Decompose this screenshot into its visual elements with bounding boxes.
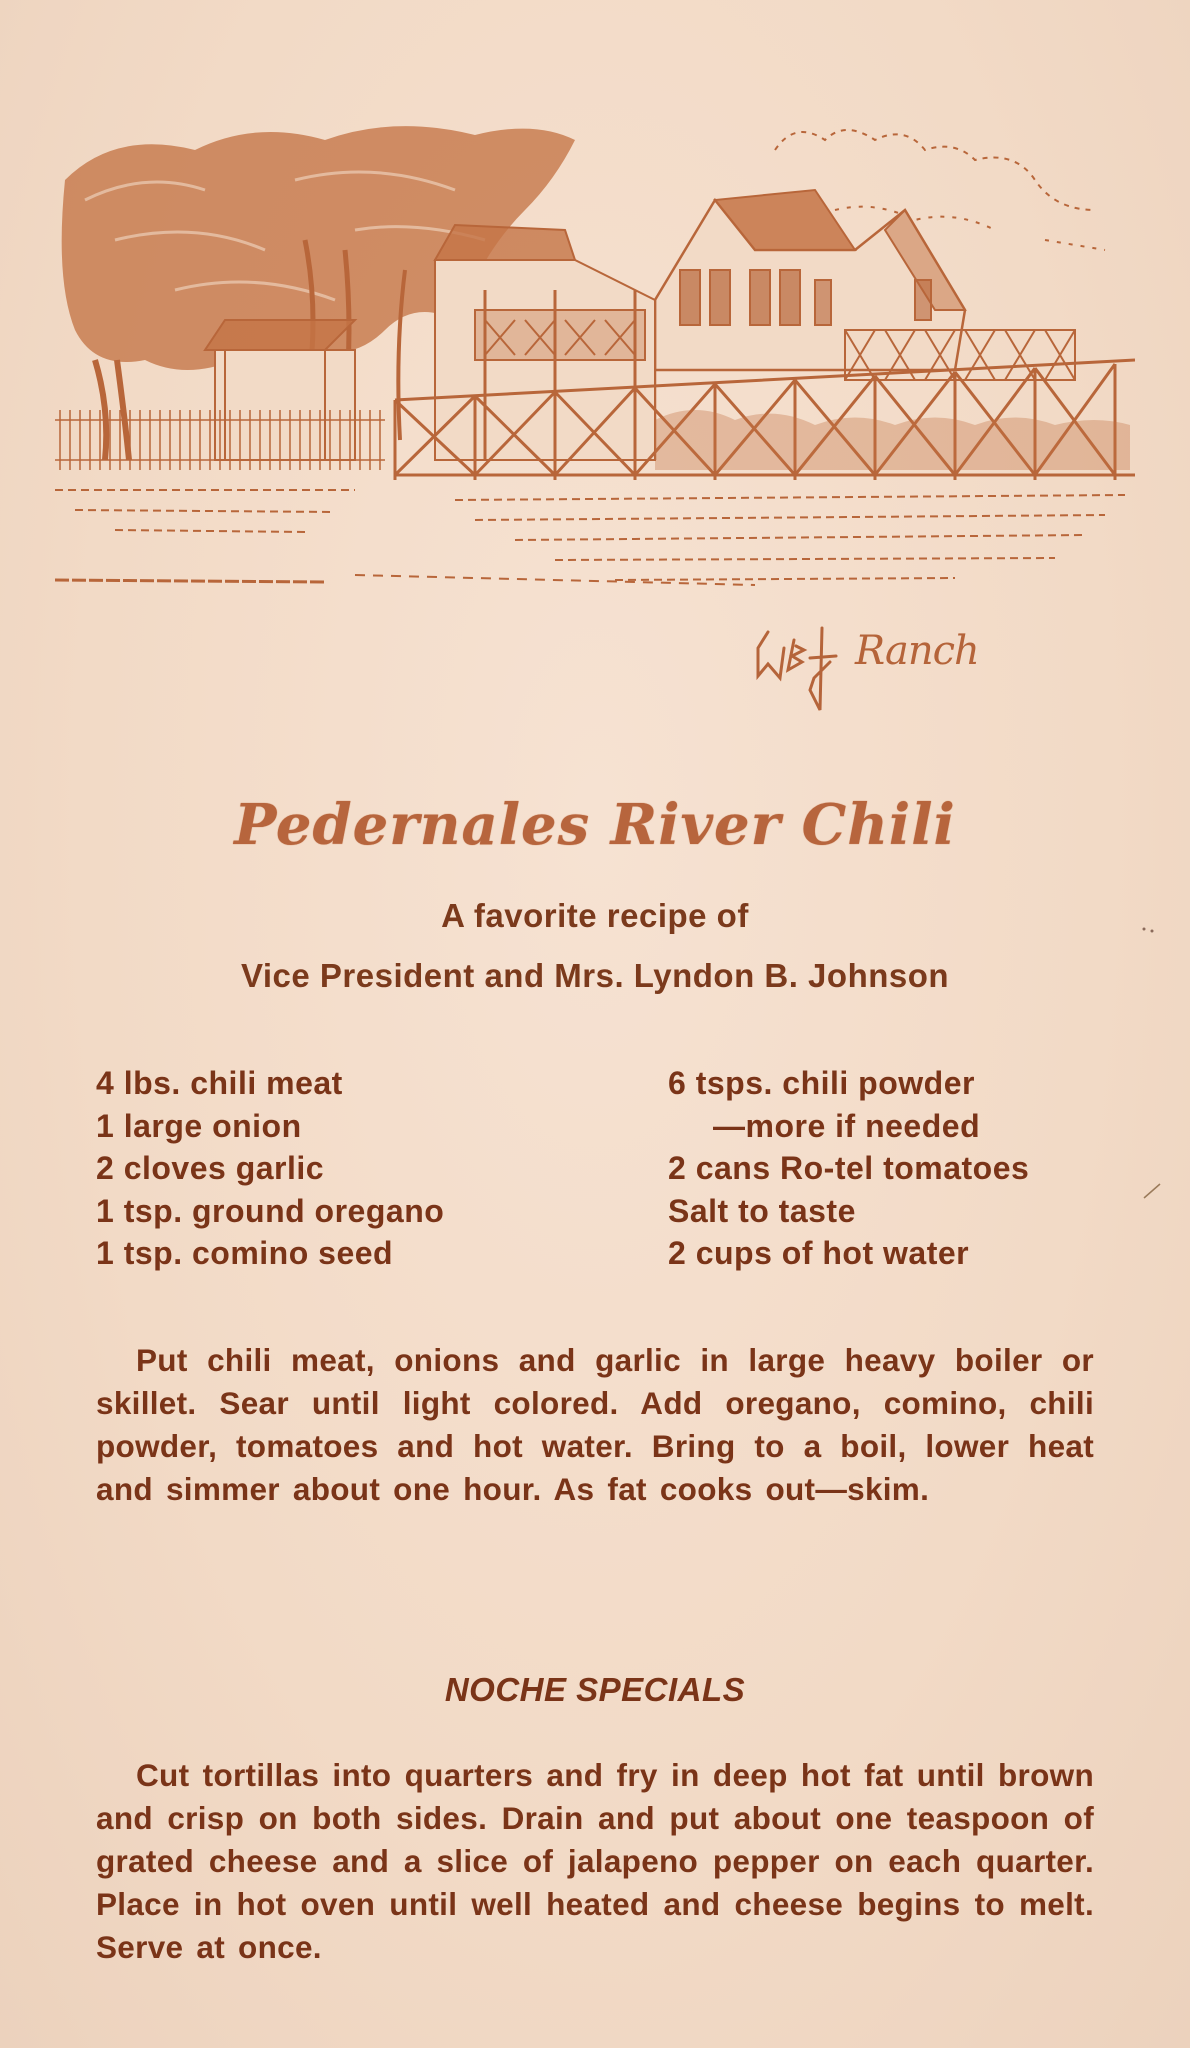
noche-specials-heading: NOCHE SPECIALS — [444, 1671, 746, 1708]
ingredient-item: 6 tsps. chili powder — [668, 1065, 975, 1101]
recipe-title: Pedernales River Chili — [234, 792, 956, 858]
recipe-subtitle-line2: Vice President and Mrs. Lyndon B. Johnson — [240, 957, 950, 994]
paper-mark-icon — [1142, 1180, 1162, 1200]
ingredient-item: 1 tsp. ground oregano — [96, 1192, 445, 1229]
signature-ranch-text: Ranch — [855, 628, 979, 674]
lbj-monogram-icon — [750, 620, 860, 715]
ingredients-list — [96, 1062, 1106, 1275]
ingredient-item: 1 tsp. comino seed — [96, 1235, 394, 1271]
ingredient-item: 2 cans Ro-tel tomatoes — [668, 1150, 1030, 1186]
ranch-house-illustration — [55, 120, 1135, 620]
ingredient-item: 2 cups of hot water — [668, 1235, 970, 1271]
lbj-ranch-signature — [750, 620, 979, 710]
ingredient-item: Salt to taste — [668, 1192, 856, 1229]
ingredients-right-column — [668, 1062, 1029, 1275]
paper-speck-icon — [1140, 925, 1160, 935]
ingredient-note: —more if needed — [713, 1107, 981, 1144]
ingredient-item: 2 cloves garlic — [96, 1150, 325, 1186]
ingredients-left-column — [96, 1062, 668, 1275]
noche-specials-instructions: Cut tortillas into quarters and fry in deep hot fat until brown and crisp on both sides. Drain and put about one teaspoon of grated cheese and a slice of jalapeno pepper on each quarter. Place in hot oven until well heated and cheese begins to melt. Serve at once. — [96, 1757, 1094, 1965]
ingredient-item: 4 lbs. chili meat — [96, 1065, 343, 1101]
ingredient-item: 1 large onion — [96, 1107, 302, 1144]
recipe-instructions: Put chili meat, onions and garlic in large heavy boiler or skillet. Sear until light colored. Add oregano, comino, chili powder, tomatoes and hot water. Bring to a boil, lower heat and simmer about one hour. As fat cooks out—skim. — [96, 1342, 1094, 1507]
recipe-subtitle-line1: A favorite recipe of — [441, 897, 749, 934]
